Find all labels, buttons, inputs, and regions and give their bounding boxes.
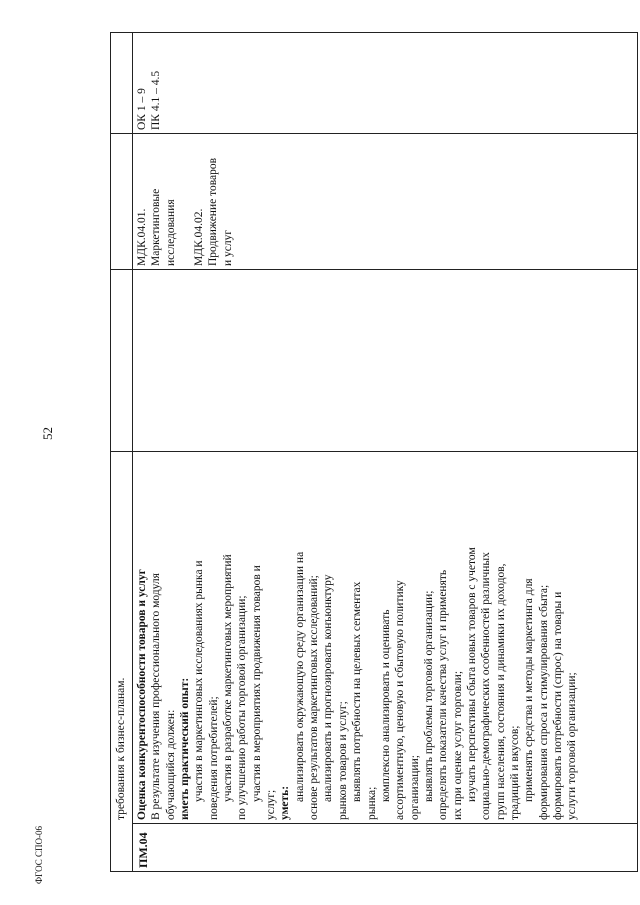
skill-line: групп населения, состояния и динамики их доходов, — [494, 563, 507, 820]
module-content — [135, 454, 580, 820]
previous-row-text: требования к бизнес-планам. — [115, 677, 127, 820]
footer-code: ФГОС СПО-06 — [34, 826, 44, 884]
table-border-top — [110, 32, 111, 872]
experience-line: по улучшению работы торговой организации; — [236, 595, 249, 820]
column-divider — [110, 133, 638, 134]
skill-line: ассортиментную, ценовую и сбытовую политику — [394, 580, 407, 820]
competency-line: ОК 1 – 9 — [136, 88, 148, 130]
skill-line: изучать перспективы сбыта новых товаров с учетом — [465, 547, 478, 802]
skill-line: анализировать окружающую среду организации на — [293, 551, 306, 802]
mdk-spacer — [178, 136, 192, 266]
skill-line: комплексно анализировать и оценивать — [379, 609, 392, 802]
table-border-left — [110, 871, 638, 872]
rotated-table — [110, 32, 638, 872]
skills-heading: уметь: — [279, 785, 292, 820]
mdk-line: и услуг — [221, 229, 234, 266]
column-divider — [110, 269, 638, 270]
competencies-cell — [135, 35, 164, 130]
skill-line: выявлять проблемы торговой организации; — [422, 590, 435, 802]
skill-line: услуги торговой организации; — [566, 672, 579, 820]
mdk-cell — [135, 136, 235, 266]
skill-line: определять показатели качества услуг и применять — [437, 569, 450, 820]
module-table — [110, 32, 638, 872]
skill-line: их при оценке услуг торговли; — [451, 670, 464, 820]
mdk-line: МДК.04.02. — [193, 208, 206, 266]
mdk-line: Маркетинговые — [150, 188, 163, 266]
module-intro-line: обучающийся должен: — [164, 709, 177, 820]
skill-line: рынка; — [365, 786, 378, 820]
skill-line: социально-демографических особенностей различных — [480, 552, 493, 820]
skill-line: выявлять потребности на целевых сегментах — [351, 581, 364, 802]
experience-line: участия в разработке маркетинговых мероприятий — [222, 554, 235, 802]
mdk-line: исследования — [164, 199, 177, 266]
skill-line: рынков товаров и услуг; — [336, 701, 349, 820]
module-title: Оценка конкурентоспособности товаров и услуг — [136, 569, 148, 820]
skill-line: организации; — [408, 755, 421, 820]
skill-line: применять средства и методы маркетинга для — [523, 578, 536, 802]
module-intro-line: В результате изучения профессионального модуля — [150, 573, 163, 820]
table-border-bottom — [637, 32, 638, 872]
experience-line: поведения потребителей; — [207, 696, 220, 820]
column-divider — [132, 823, 638, 824]
module-code: ПМ.04 — [136, 832, 150, 868]
mdk-line: МДК.04.01. — [136, 208, 148, 266]
row-divider — [132, 32, 133, 872]
page-number: 52 — [40, 427, 55, 440]
experience-line: услуг; — [265, 789, 278, 820]
skill-line: традиций и вкусов; — [508, 725, 521, 820]
skill-line: формировать потребности (спрос) на товары и — [551, 591, 564, 820]
skill-line: основе результатов маркетинговых исследований; — [308, 575, 321, 820]
mdk-line: Продвижение товаров — [207, 157, 220, 266]
skill-line: формирования спроса и стимулирования сбыта; — [537, 584, 550, 820]
column-divider — [110, 451, 638, 452]
competency-line: ПК 4.1 – 4.5 — [150, 70, 163, 130]
experience-line: участия в мероприятиях продвижения товаров и — [250, 565, 263, 802]
table-border-right — [110, 32, 638, 33]
experience-heading: иметь практический опыт: — [179, 677, 192, 820]
experience-line: участия в маркетинговых исследованиях рынка и — [193, 560, 206, 802]
skill-line: анализировать и прогнозировать конъюнктуру — [322, 574, 335, 802]
